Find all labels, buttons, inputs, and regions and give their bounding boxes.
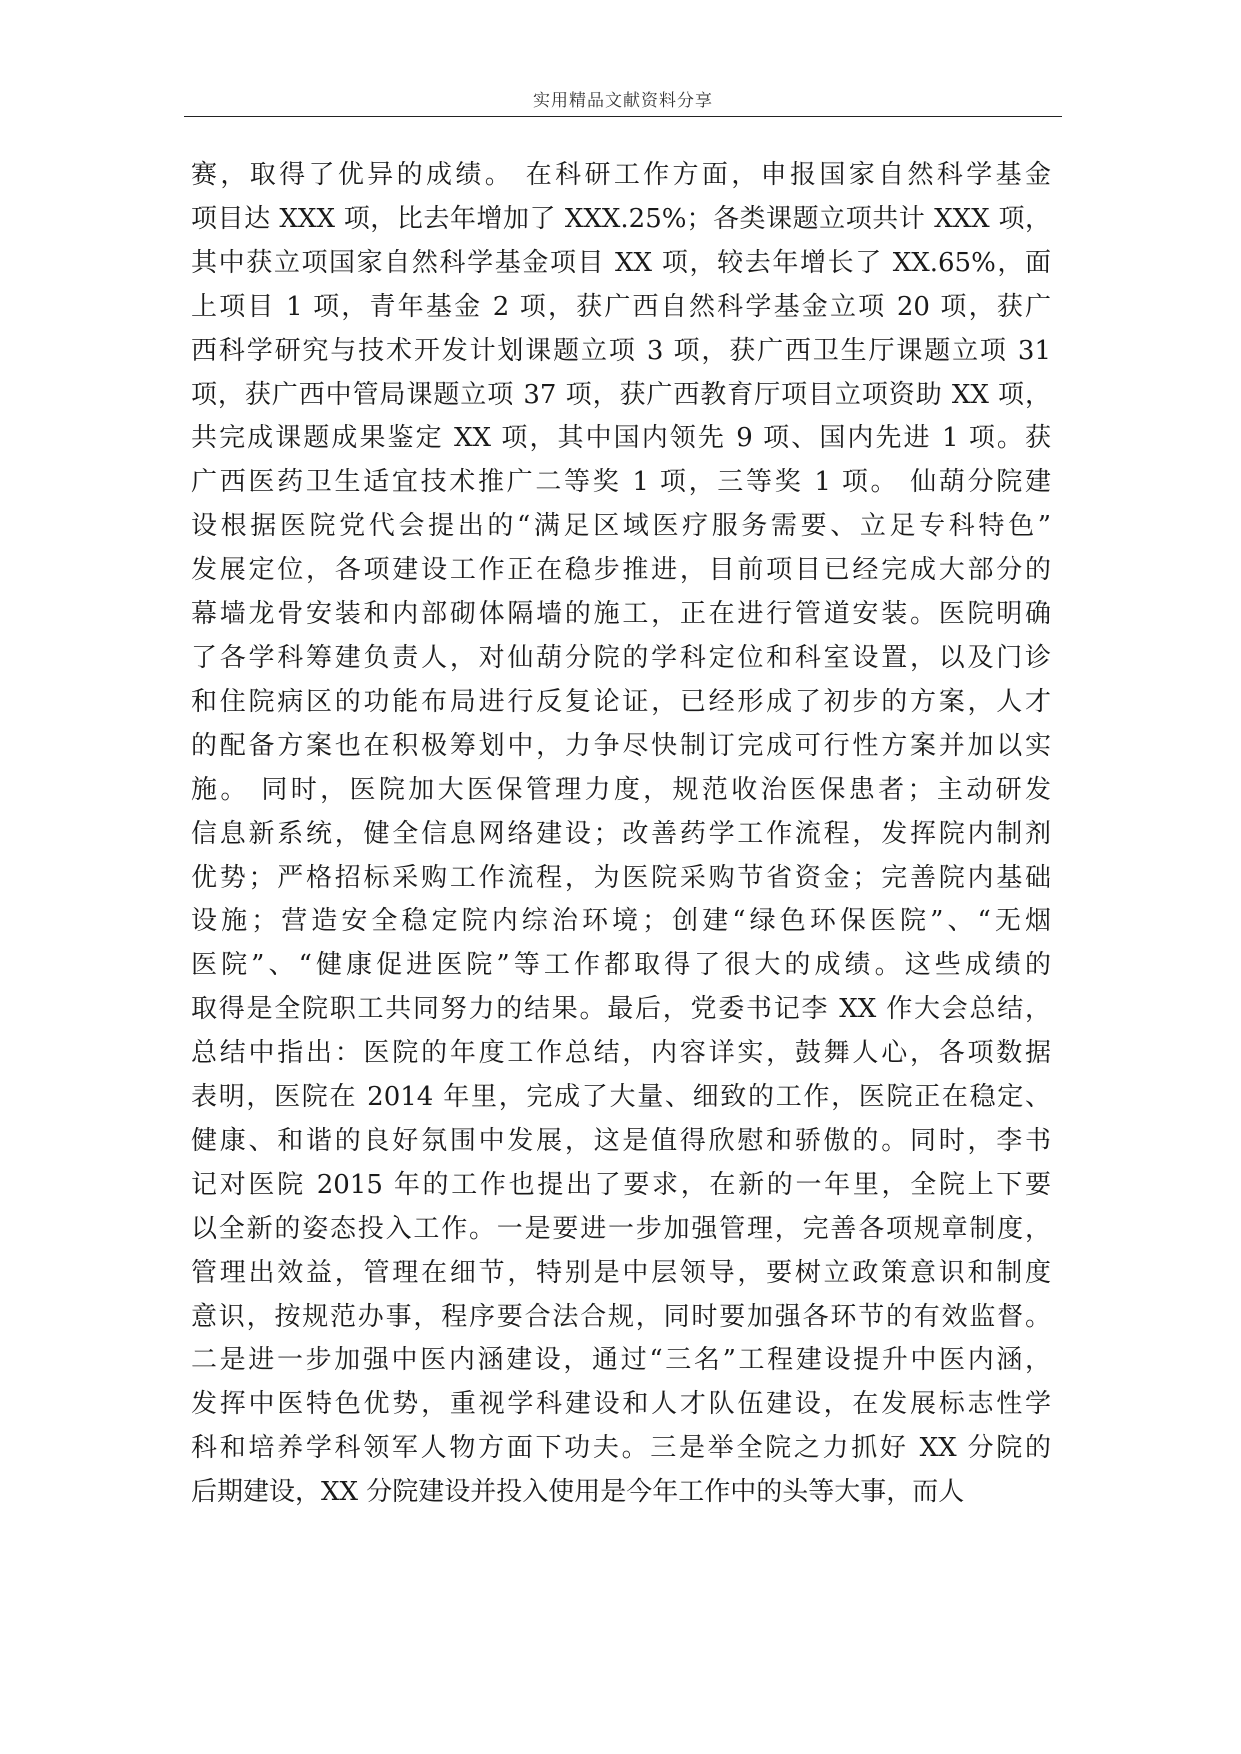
body-text [191, 154, 1051, 1515]
body-line: 设根据医院党代会提出的“满足区域医疗服务需要、立足专科特色” [191, 511, 1051, 542]
body-line: 了各学科筹建负责人，对仙葫分院的学科定位和科室设置，以及门诊 [191, 642, 1051, 673]
body-line: 优势；严格招标采购工作流程，为医院采购节省资金；完善院内基础 [191, 862, 1051, 893]
body-line: 赛，取得了优异的成绩。 在科研工作方面，申报国家自然科学基金 [191, 160, 1051, 190]
body-line: 科和培养学科领军人物方面下功夫。三是举全院之力抓好 XX 分院的 [191, 1433, 1051, 1464]
body-line: 设施；营造安全稳定院内综治环境；创建“绿色环保医院”、“无烟 [191, 906, 1051, 937]
body-line: 总结中指出：医院的年度工作总结，内容详实，鼓舞人心，各项数据 [191, 1038, 1051, 1069]
body-line: 取得是全院职工共同努力的结果。最后，党委书记李 XX 作大会总结， [191, 994, 1051, 1025]
body-line: 共完成课题成果鉴定 XX 项，其中国内领先 9 项、国内先进 1 项。获 [191, 423, 1051, 454]
body-line: 和住院病区的功能布局进行反复论证，已经形成了初步的方案，人才 [191, 686, 1051, 717]
body-line: 其中获立项国家自然科学基金项目 XX 项，较去年增长了 XX.65%，面 [191, 247, 1051, 278]
page-header: 实用精品文献资料分享 [533, 91, 713, 111]
body-line: 意识，按规范办事，程序要合法合规，同时要加强各环节的有效监督。 [191, 1301, 1051, 1332]
body-line: 发挥中医特色优势，重视学科建设和人才队伍建设，在发展标志性学 [191, 1389, 1051, 1420]
body-line: 幕墙龙骨安装和内部砌体隔墙的施工，正在进行管道安装。医院明确 [191, 599, 1051, 630]
body-line: 以全新的姿态投入工作。一是要进一步加强管理，完善各项规章制度， [191, 1213, 1051, 1244]
body-line: 健康、和谐的良好氛围中发展，这是值得欣慰和骄傲的。同时，李书 [191, 1125, 1051, 1156]
header-divider [184, 116, 1062, 117]
body-line: 表明，医院在 2014 年里，完成了大量、细致的工作，医院正在稳定、 [191, 1082, 1051, 1113]
body-line: 西科学研究与技术开发计划课题立项 3 项，获广西卫生厅课题立项 31 [191, 335, 1051, 366]
body-line: 发展定位，各项建设工作正在稳步推进，目前项目已经完成大部分的 [191, 555, 1051, 586]
body-line: 二是进一步加强中医内涵建设，通过“三名”工程建设提升中医内涵， [191, 1345, 1051, 1376]
body-line: 项目达 XXX 项，比去年增加了 XXX.25%；各类课题立项共计 XXX 项， [191, 203, 1051, 234]
body-line: 上项目 1 项，青年基金 2 项，获广西自然科学基金立项 20 项，获广 [191, 291, 1051, 322]
body-line: 项，获广西中管局课题立项 37 项，获广西教育厅项目立项资助 XX 项， [191, 379, 1051, 410]
body-line: 后期建设，XX 分院建设并投入使用是今年工作中的头等大事，而人 [191, 1477, 965, 1508]
body-line: 的配备方案也在积极筹划中，力争尽快制订完成可行性方案并加以实 [191, 730, 1051, 761]
body-line: 医院”、“健康促进医院”等工作都取得了很大的成绩。这些成绩的 [191, 950, 1051, 981]
body-line: 信息新系统，健全信息网络建设；改善药学工作流程，发挥院内制剂 [191, 818, 1051, 849]
body-line: 管理出效益，管理在细节，特别是中层领导，要树立政策意识和制度 [191, 1257, 1051, 1288]
body-line: 记对医院 2015 年的工作也提出了要求，在新的一年里，全院上下要 [191, 1169, 1051, 1200]
body-line: 广西医药卫生适宜技术推广二等奖 1 项，三等奖 1 项。 仙葫分院建 [191, 467, 1051, 498]
body-line: 施。 同时，医院加大医保管理力度，规范收治医保患者；主动研发 [191, 774, 1051, 805]
